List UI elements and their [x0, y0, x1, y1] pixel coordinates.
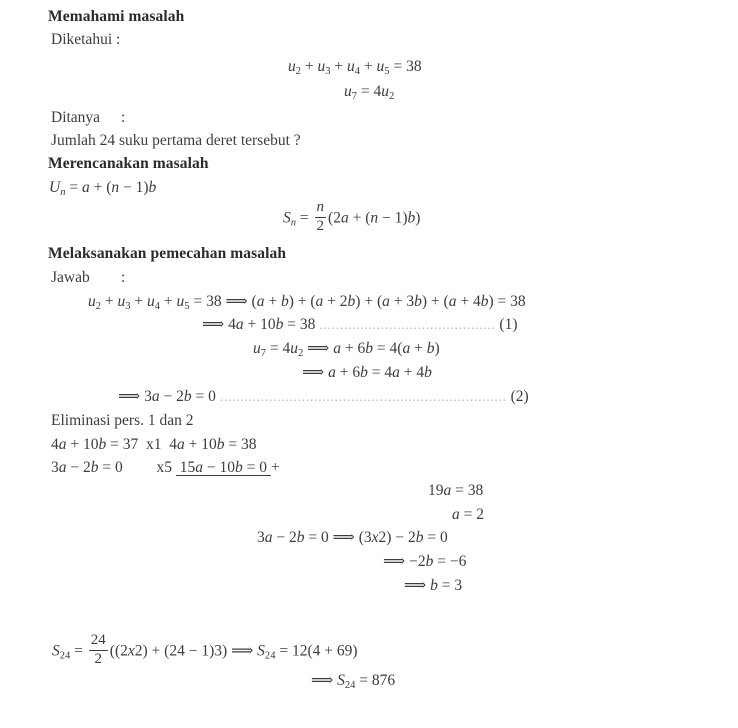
solve-step-3: $u_7 = 4u_2$ ⟹ a + 6b = 4(a + b)	[253, 340, 440, 359]
result-minus-2b: ⟹ −2b = −6	[383, 553, 467, 570]
solve-step-5: ⟹ 3a − 2b = 0 ...................................................................... (2)	[118, 388, 529, 405]
formula-sn: $S_n$ = $\frac{n}{2}$ (2a + (n − 1)b)	[283, 199, 421, 234]
label-ditanya: Ditanya	[51, 109, 101, 126]
final-s24-expression: $S_{24}$ = $\frac{24}{2}$ ((2x2) + (24 − 1)3) ⟹ $S_{24} = 12(4 + 69)$	[52, 632, 358, 667]
label-jawab: Jawab	[51, 269, 90, 286]
solve-step-1: $u_2 + u_3 + u_4 + u_5 = 38$ ⟹ (a + b) + (a + 2b) + (a + 3b) + (a + 4b) = 38	[88, 293, 526, 312]
label-jawab-colon: :	[121, 269, 126, 286]
leader-dots-1: ...........................................	[319, 318, 496, 333]
result-19a: 19a = 38	[428, 482, 484, 499]
result-substitute: 3a − 2b = 0 ⟹ (3x2) − 2b = 0	[257, 529, 448, 546]
label-ditanya-colon: :	[121, 109, 126, 126]
elimination-row-2: 3a − 2b = 0 x5 15a − 10b = 0 +	[51, 459, 280, 476]
elimination-plus-sign: +	[270, 459, 280, 476]
solve-step-4: ⟹ a + 6b = 4a + 4b	[302, 364, 432, 381]
fraction-24-over-2: $\frac{24}{2}$	[90, 632, 106, 667]
label-eliminasi: Eliminasi pers. 1 dan 2	[51, 412, 194, 429]
equation-given-1: $u_2 + u_3 + u_4 + u_5 = 38$	[288, 58, 422, 77]
formula-un: $U_n = a + (n - 1)b$	[49, 179, 157, 198]
elimination-multiplier-2: x5	[156, 459, 172, 476]
solve-step-2: ⟹ 4a + 10b = 38 ........................................... (1)	[202, 316, 518, 333]
heading-memahami-masalah: Memahami masalah	[48, 8, 185, 25]
equation-given-2: $u_7 = 4u_2$	[344, 83, 395, 102]
text-pertanyaan: Jumlah 24 suku pertama deret tersebut ?	[51, 132, 301, 149]
elimination-row-1: 4a + 10b = 37 x1 4a + 10b = 38	[51, 436, 257, 453]
final-s24-result: ⟹ $S_{24} = 876$	[311, 672, 396, 691]
elimination-multiplier-1: x1	[146, 436, 162, 453]
leader-dots-2: ......................................................................	[219, 390, 507, 405]
elimination-underlined-equation: 15a − 10b = 0	[179, 459, 267, 476]
equation-ref-2: (2)	[510, 388, 529, 405]
fraction-n-over-2: $\frac{n}{2}$	[316, 199, 325, 234]
heading-melaksanakan-pemecahan-masalah: Melaksanakan pemecahan masalah	[48, 245, 287, 262]
label-diketahui: Diketahui :	[51, 31, 121, 48]
result-a: a = 2	[452, 506, 484, 523]
result-b: ⟹ b = 3	[404, 577, 463, 594]
equation-ref-1: (1)	[499, 316, 518, 333]
heading-merencanakan-masalah: Merencanakan masalah	[48, 155, 209, 172]
